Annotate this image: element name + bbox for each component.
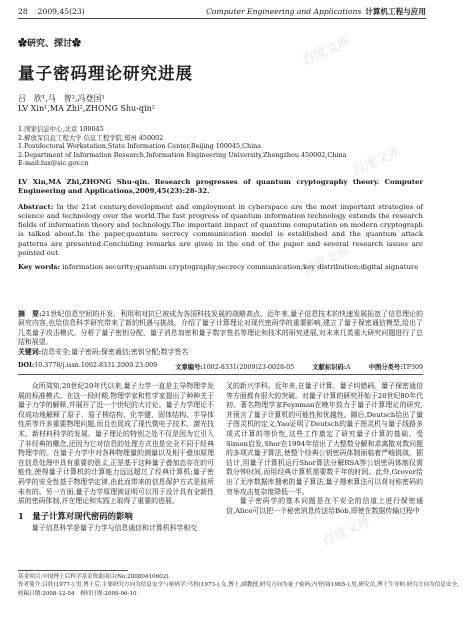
- body-column-right: [226, 382, 423, 516]
- divider: [18, 374, 423, 375]
- affiliation-line: 1.Postdoctoral Workstation,State Information Center,Beijing 100045,China: [18, 142, 262, 151]
- watermark: 百度文库: [350, 143, 404, 180]
- affiliations: [18, 125, 423, 168]
- keywords-en-text: information security;quantum cryptography;secrecy communication;key distribution;digital signature: [62, 263, 419, 272]
- body-paragraph: 叉的新兴学科。近年来,在量子计算、量子纠错码、量子保密通信等方面都有很大的突破。对量子计算的研究开始于20世纪80年代初。著名物理学家Feynman在晚年致力于量子计算理论的研究,并预言了量子计算机的可能性和优越性。随后,Deutsch给出了量子图灵机的定义,Yao证明了Deutsch的量子图灵机与量子线路多项式计算的等价性,这些工作奠定了研究量子计算的基础。受Simon启发,Shor在1994年给出了大整数分解和求离散对数问题的多项式量子算法,使整个经典公钥密码体制面临着严峻挑战。据估计,用量子计算机运行Shor算法分解RSA等公钥密码体制仅需数分钟时间,而用经典计算机需要数千年的时间。此外,Grover给出了无序数据库搜索的量子算法,量子搜索算法可以将对称密码的穷举攻击复杂度降低一半。: [226, 382, 423, 496]
- body-paragraph: 量子密码学的基本问题是在不安全的信道上进行保密通信,Alice可以把一个秘密消息传送给Bob,即使在数据传输过程中: [226, 497, 423, 515]
- keywords-en: [18, 263, 423, 272]
- journal-name-cn: 计算机工程与应用: [365, 6, 426, 16]
- paper-title: 量子密码理论研究进展: [18, 64, 193, 83]
- page-number: 28: [18, 6, 28, 16]
- footnotes: [18, 573, 463, 598]
- section-paragraph: 量子信息科学是量子力学与信息通信和计算机科学相交: [31, 524, 198, 533]
- authors-cn: 吕 欣¹,马 智²,冯登国¹: [18, 94, 105, 103]
- abstract-en: [18, 203, 423, 259]
- article-identifiers: [18, 362, 423, 371]
- classification-number: 中图分类号:TP309: [368, 364, 423, 371]
- section-heading: 1 量子计算对现代密码的影响: [18, 510, 133, 521]
- watermark: 百度文库: [300, 33, 354, 70]
- english-front-matter: [18, 178, 423, 273]
- keywords-en-label: Key words:: [18, 263, 61, 272]
- issue-info: 2009,45(23): [37, 6, 85, 16]
- keywords-cn-text: 信息安全;量子密码;保密通信;密钥分配;数字签名: [41, 347, 189, 356]
- footnote-divider: [18, 570, 128, 571]
- affiliation-line: 2.解放军信息工程大学 信息工程学院,郑州 450002: [18, 133, 164, 142]
- abstract-en-label: Abstract:: [18, 202, 54, 211]
- footnote-authors: 作者简介:吕欣(1977-),男,博士后,主要研究方向为信息安全与密码学;马智(1973-),女,博士,副教授,研究方向为量子密码;冯登国(1965-),男,研究员,博士生导师,研究方向为信息安全。: [18, 582, 463, 589]
- keywords-cn: [18, 348, 423, 357]
- keywords-cn-label: 关键词:: [18, 347, 42, 356]
- intro-paragraph: 众所周知,20世纪20年代以来,量子力学一直是主导物理学发展的标准模式。在这一段时期,物理学家和哲学家提出了种种关于量子力学的解释,并展开了近一个世纪的大讨论。量子力学理论不仅成功地解释了原子、原子核结构、化学键、固体结构、半导体性质等许多重要物理问题,而且也促成了现代微电子技术、激光技术、新材料科学的发展。量子理论的特别之处不仅是因为它引入了非经典的概念,还因为它对信息的处理方式也是完全不同于经典物理学的。在量子力学中对各种物理量的测量以及相干叠加原理在信息处理中具有重要的意义,正是基于这种量子叠加态存在的可能性,使得量子计算机的计算能力远远超过了经典计算机;量子密码学的安全性基于物理学定律,由此而带来的信息保护方式是前所未有的。另一方面,量子力学原理被证明可以用于设计具有全新性质的密码体制,并在理论和实践上取得了重要的进展。: [18, 382, 214, 506]
- citation-journal: Computer Engineering and Applications,2009,45(23):28-32.: [18, 178, 423, 196]
- journal-name-en: Computer Engineering and Applications: [206, 6, 362, 16]
- citation-authors: LV Xin,MA Zhi,ZHONG Shu-qin.: [18, 178, 150, 186]
- abstract-en-text: In the 21st century,development and employment in cyberspace are the most important strategies of science and technology over the world.The fast progress of quantum information technology extends the research fields of information theory and technology.The important impact of quantum computation on modern cryptograph is talked about.In the paper,quantum secrecy communication model is established and the quantum attack patterns are presented.Concluding remarks are given in the end of the paper and several research issues are pointed out.: [18, 202, 423, 258]
- doi: DOI:10.3778/j.issn.1002-8331.2009.23.009: [18, 362, 158, 369]
- chinese-abstract: [18, 310, 423, 357]
- citation-title: Research progresses of quantum cryptography theory.: [154, 178, 380, 186]
- footnote-dates: 收稿日期:2008-12-04 修回日期:2009-06-10: [18, 590, 137, 597]
- watermark: 百度文库: [340, 373, 394, 410]
- abstract-cn-text: 21世纪信息空间的开发、利用和对抗已被成为各国科技发展的战略高点。近年来,量子信息技术的快速发展拓宽了信息理论的研究内容,也给信息科学研究带来了新的机遇与挑战。介绍了量子计算理论对现代密码学的重要影响,建立了量子保密通信模型,给出了几类量子攻击模式。分析了量子密钥分配、量子消息加密和量子数字签名等理论和技术的研究进展,对未来几类重大研究问题进行了总结和展望。: [18, 310, 423, 347]
- affiliation-line: 1.国家信息中心,北京 100045: [18, 125, 104, 133]
- affiliation-line: 2.Department of Information Research,Information Engineering University,Zhengzhou 450002,China: [18, 150, 347, 159]
- abstract-cn: [18, 310, 423, 348]
- email-line: E-mail:lux@sic.gov.cn: [18, 159, 89, 168]
- citation: [18, 178, 423, 197]
- body-column-left: [18, 382, 214, 534]
- watermark: 百度文库: [300, 243, 354, 280]
- footnote-fund: 基金项目:中国博士后科学基金资助项目(No.20080410602)。: [18, 574, 175, 580]
- abstract-cn-label: 摘 要:: [18, 310, 42, 318]
- watermark: 百度文库: [320, 513, 374, 550]
- authors-en: LV Xin¹,MA Zhi²,ZHONG Shu-qin²: [18, 104, 155, 113]
- article-number: 文章编号:1002-8331(2009)23-0028-05: [175, 364, 295, 371]
- page-header: [18, 4, 426, 19]
- column-label: ✿研究、探讨✿: [18, 39, 82, 49]
- document-code: 文献标识码:A: [312, 364, 351, 371]
